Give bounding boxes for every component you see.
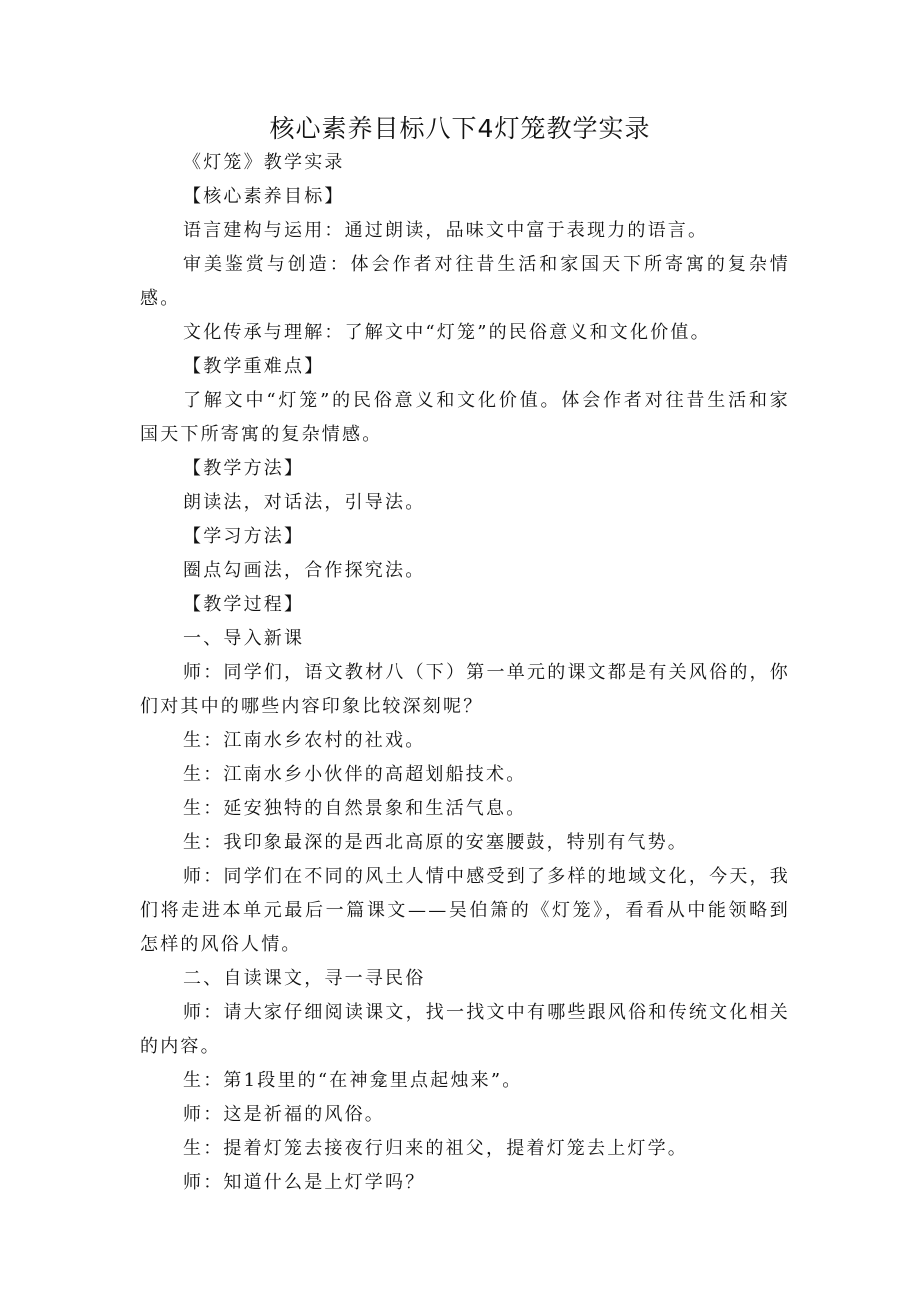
paragraph-learning-methods: 圈点勾画法，合作探究法。 xyxy=(183,560,426,581)
paragraph-doc-name: 《灯笼》教学实录 xyxy=(183,152,345,173)
paragraph-goal-language: 语言建构与运用：通过朗读，品味文中富于表现力的语言。 xyxy=(183,220,709,241)
heading-learning-methods: 【学习方法】 xyxy=(183,526,305,547)
heading-teaching-process: 【教学过程】 xyxy=(183,594,305,615)
dialogue-line: 生：延安独特的自然景象和生活气息。 xyxy=(183,798,527,819)
dialogue-line: 师：同学们，语文教材八（下）第一单元的课文都是有关风俗的，你们对其中的哪些内容印象比较深刻呢？ xyxy=(140,662,790,717)
dialogue-line: 师：请大家仔细阅读课文，找一找文中有哪些跟风俗和传统文化相关的内容。 xyxy=(140,1002,790,1057)
dialogue-line: 生：江南水乡小伙伴的高超划船技术。 xyxy=(183,764,527,785)
section-heading-intro: 一、导入新课 xyxy=(183,628,305,649)
paragraph-key-points: 了解文中“灯笼”的民俗意义和文化价值。体会作者对往昔生活和家国天下所寄寓的复杂情感。 xyxy=(140,390,790,445)
heading-teaching-methods: 【教学方法】 xyxy=(183,458,305,479)
heading-core-goals: 【核心素养目标】 xyxy=(183,186,345,207)
section-heading-self-reading: 二、自读课文，寻一寻民俗 xyxy=(183,968,426,989)
document-title: 核心素养目标八下4灯笼教学实录 xyxy=(269,114,651,143)
paragraph-goal-culture: 文化传承与理解：了解文中“灯笼”的民俗意义和文化价值。 xyxy=(183,322,711,343)
dialogue-line: 生：江南水乡农村的社戏。 xyxy=(183,730,426,751)
dialogue-line: 生：我印象最深的是西北高原的安塞腰鼓，特别有气势。 xyxy=(183,832,688,853)
dialogue-line: 生：提着灯笼去接夜行归来的祖父，提着灯笼去上灯学。 xyxy=(183,1138,688,1159)
dialogue-line: 师：这是祈福的风俗。 xyxy=(183,1104,385,1125)
dialogue-line: 师：知道什么是上灯学吗？ xyxy=(183,1172,426,1193)
dialogue-line: 师：同学们在不同的风土人情中感受到了多样的地域文化，今天，我们将走进本单元最后一篇课文——吴伯箫的《灯笼》，看看从中能领略到怎样的风俗人情。 xyxy=(140,866,790,955)
document-body xyxy=(140,146,790,1200)
paragraph-goal-aesthetic: 审美鉴赏与创造：体会作者对往昔生活和家国天下所寄寓的复杂情感。 xyxy=(140,254,790,309)
dialogue-line: 生：第1段里的“在神龛里点起烛来”。 xyxy=(183,1070,523,1091)
paragraph-teaching-methods: 朗读法，对话法，引导法。 xyxy=(183,492,426,513)
heading-key-points: 【教学重难点】 xyxy=(183,356,325,377)
